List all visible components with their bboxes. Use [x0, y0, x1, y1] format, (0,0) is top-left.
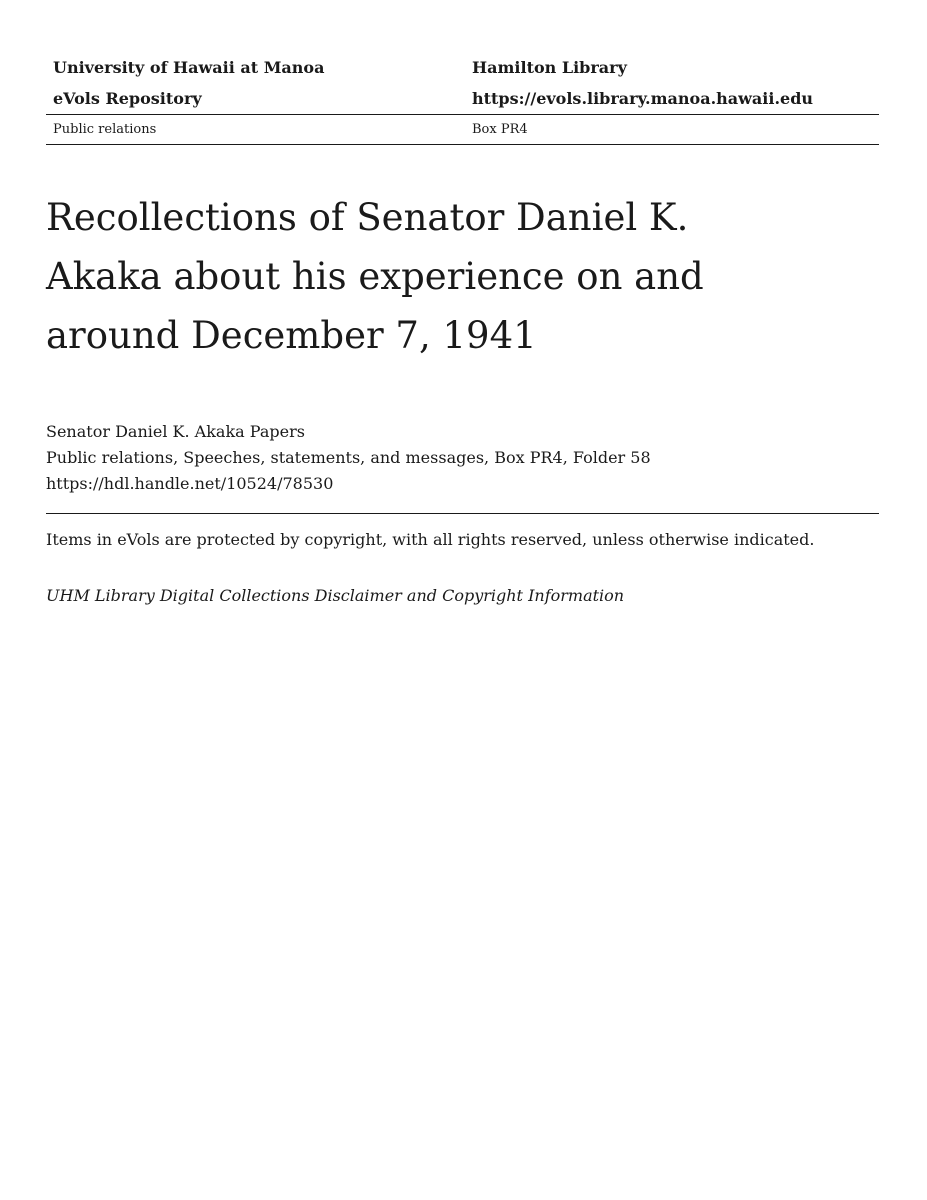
header-row-institution [46, 52, 879, 83]
collection-series: Public relations [53, 122, 157, 137]
collection-name: Senator Daniel K. Akaka Papers [46, 422, 305, 441]
document-title: Recollections of Senator Daniel K. Akaka about his experience on and around December 7, 1941 [46, 196, 704, 357]
institution-name: University of Hawaii at Manoa [53, 58, 325, 77]
header-row-repository [46, 83, 879, 115]
folder-location: Public relations, Speeches, statements, and messages, Box PR4, Folder 58 [46, 448, 651, 467]
repository-url-link[interactable]: https://evols.library.manoa.hawaii.edu [472, 89, 814, 108]
header-row-series [46, 115, 879, 145]
repository-name: eVols Repository [53, 89, 202, 108]
handle-link[interactable]: https://hdl.handle.net/10524/78530 [46, 474, 334, 493]
document-metadata [46, 419, 879, 497]
library-name: Hamilton Library [472, 58, 627, 77]
header-table [46, 52, 879, 145]
divider [46, 513, 879, 514]
copyright-notice: Items in eVols are protected by copyright, with all rights reserved, unless otherwise indicated. [46, 530, 815, 549]
box-label: Box PR4 [472, 122, 528, 137]
disclaimer-link[interactable]: UHM Library Digital Collections Disclaimer and Copyright Information [46, 586, 625, 605]
